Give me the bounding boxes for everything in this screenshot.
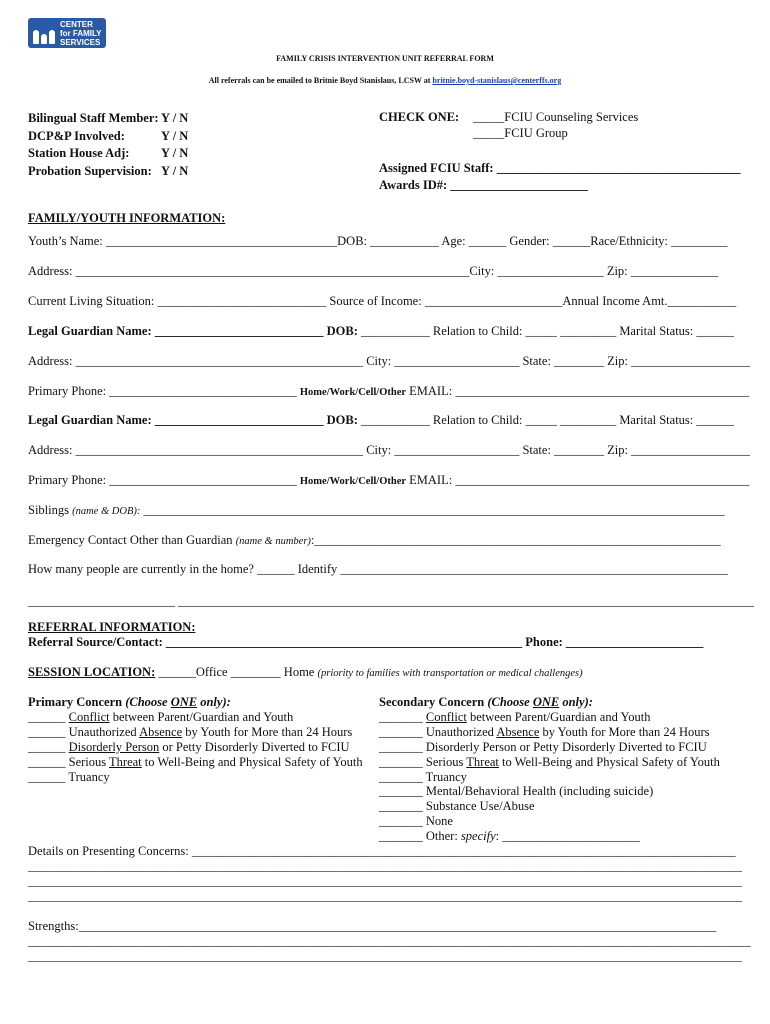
form-subtitle [0,76,770,85]
staff-info-block [28,110,188,180]
primary-option-disorderly[interactable]: ______ Disorderly Person or Petty Disorderly Diverted to FCIU [28,740,350,754]
youth-name-row[interactable]: Youth’s Name: _____________________________________DOB: ___________ Age: ______ Gender: ______Race/Ethnicity: _________ [28,234,728,248]
logo-text: CENTER for FAMILY SERVICES [60,20,102,47]
details-line[interactable]: _______________________________________________________________________________________________________________________ [28,874,742,888]
primary-option-threat[interactable]: ______ Serious Threat to Well-Being and Physical Safety of Youth [28,755,363,769]
guardian2-phone-row[interactable]: Primary Phone: ______________________________ Home/Work/Cell/Other EMAIL: _______________________________________________ [28,473,750,487]
referral-section-header: REFERRAL INFORMATION: [28,620,196,634]
check-group[interactable]: _____FCIU Group [473,126,568,140]
subtitle-text: All referrals can be emailed to Britnie Boyd Stanislaus, LCSW at [208,76,433,85]
strengths-label-row[interactable]: Strengths:______________________________________________________________________________________________________ [28,919,717,933]
secondary-option-absence[interactable]: _______ Unauthorized Absence by Youth for More than 24 Hours [379,724,710,739]
probation-row: Probation Supervision: Y / N [28,163,189,178]
primary-concern-block [28,695,363,785]
secondary-option-substance[interactable]: _______ Substance Use/Abuse [379,799,535,814]
secondary-option-disorderly[interactable]: _______ Disorderly Person or Petty Disorderly Diverted to FCIU [379,739,707,754]
secondary-option-conflict[interactable]: _______ Conflict between Parent/Guardian and Youth [379,709,651,724]
emergency-contact-row[interactable]: Emergency Contact Other than Guardian (name & number):_________________________________________________________________ [28,533,721,547]
household-extra-line[interactable]: ________________________ ______________________________________________________________________________________________ [28,594,754,608]
figure-icon [49,30,55,44]
strengths-line[interactable]: ______________________________________________________________________________________________________________________ [28,934,751,948]
strengths-line[interactable]: _______________________________________________________________________________________________________________________ [28,949,742,963]
form-title: FAMILY CRISIS INTERVENTION UNIT REFERRAL FORM [276,54,494,63]
figure-icon [33,30,39,44]
center-family-services-logo [28,18,106,48]
check-one-label: CHECK ONE: [379,110,460,124]
guardian2-address-row[interactable]: Address: ______________________________________________ City: ____________________ State: ________ Zip: ___________________ [28,443,750,457]
family-section-header: FAMILY/YOUTH INFORMATION: [28,211,226,225]
primary-option-truancy[interactable]: ______ Truancy [28,770,110,784]
assigned-staff-field[interactable]: Assigned FCIU Staff: _______________________________________ [379,161,741,175]
secondary-option-threat[interactable]: _______ Serious Threat to Well-Being and Physical Safety of Youth [379,754,720,769]
guardian2-name-row[interactable]: Legal Guardian Name: ___________________________ DOB: ___________ Relation to Child: _____ _________ Marital Status: ______ [28,413,734,427]
awards-id-field[interactable]: Awards ID#: ______________________ [379,178,588,192]
household-count-row[interactable]: How many people are currently in the home? ______ Identify ______________________________________________________________ [28,562,728,576]
secondary-concern-block [379,695,720,844]
session-location-row[interactable]: SESSION LOCATION: ______Office ________ Home (priority to families with transportation or medical challenges) [28,665,583,679]
secondary-option-none[interactable]: _______ None [379,814,453,829]
figure-icon [41,34,47,44]
secondary-option-mental-health[interactable]: _______ Mental/Behavioral Health (including suicide) [379,784,654,799]
guardian1-name-row[interactable]: Legal Guardian Name: ___________________________ DOB: ___________ Relation to Child: _____ _________ Marital Status: ______ [28,324,734,338]
living-situation-row[interactable]: Current Living Situation: ___________________________ Source of Income: ______________________Annual Income Amt.___________ [28,294,737,308]
dcpp-row: DCP&P Involved: Y / N [28,128,189,143]
primary-option-conflict[interactable]: ______ Conflict between Parent/Guardian and Youth [28,710,294,724]
primary-option-absence[interactable]: ______ Unauthorized Absence by Youth for More than 24 Hours [28,725,353,739]
primary-concern-header: Primary Concern (Choose ONE only): [28,695,231,709]
details-label-row[interactable]: Details on Presenting Concerns: _______________________________________________________________________________________ [28,844,736,858]
details-line[interactable]: _______________________________________________________________________________________________________________________ [28,859,742,873]
details-line[interactable]: _______________________________________________________________________________________________________________________ [28,889,742,903]
station-house-row: Station House Adj: Y / N [28,146,189,160]
secondary-option-truancy[interactable]: _______ Truancy [379,769,467,784]
secondary-option-other[interactable]: _______ Other: specify: ______________________ [379,829,640,844]
guardian1-phone-row[interactable]: Primary Phone: ______________________________ Home/Work/Cell/Other EMAIL: _______________________________________________ [28,384,750,398]
secondary-concern-header: Secondary Concern (Choose ONE only): [379,695,593,709]
referral-source-row[interactable]: Referral Source/Contact: _________________________________________________________ Phone: ______________________ [28,635,704,649]
bilingual-row: Bilingual Staff Member: Y / N [28,111,189,125]
guardian1-address-row[interactable]: Address: ______________________________________________ City: ____________________ State: ________ Zip: ___________________ [28,354,750,368]
siblings-row[interactable]: Siblings (name & DOB): _____________________________________________________________________________________________ [28,503,725,517]
youth-address-row[interactable]: Address: _______________________________________________________________City: _________________ Zip: ______________ [28,264,719,278]
referral-email-link[interactable]: britnie.boyd-stanislaus@centerffs.org [432,76,562,85]
check-counseling[interactable]: _____FCIU Counseling Services [473,110,639,124]
